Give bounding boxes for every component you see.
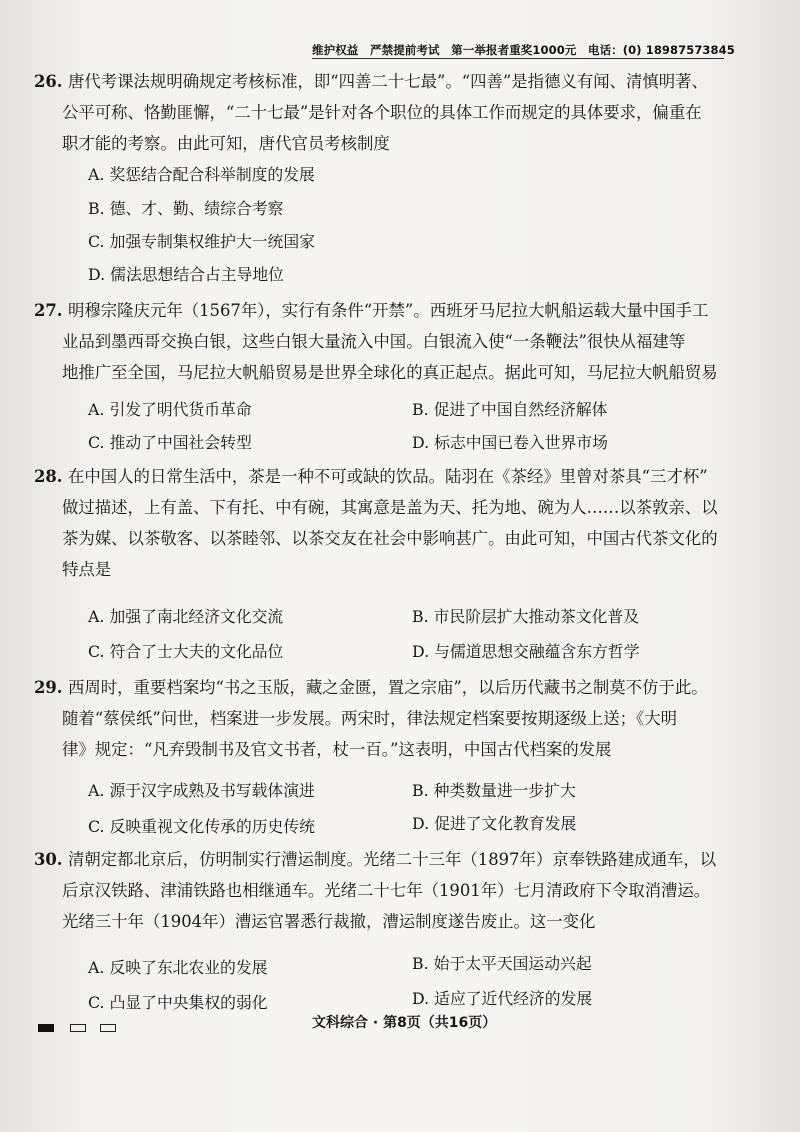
option-b: B. 种类数量进一步扩大 (412, 781, 576, 800)
question-stem (62, 461, 738, 585)
stem-line: 地推广至全国，马尼拉大帆船贸易是世界全球化的真正起点。据此可知，马尼拉大帆船贸易 (62, 363, 718, 382)
stem-line: 职才能的考察。由此可知，唐代官员考核制度 (62, 134, 390, 153)
option-b: B. 市民阶层扩大推动茶文化普及 (412, 607, 640, 626)
stem-line: 公平可称、恪勤匪懈，“二十七最”是针对各个职位的具体工作而规定的具体要求，偏重在 (62, 103, 702, 122)
option-d: D. 与儒道思想交融蕴含东方哲学 (412, 642, 640, 661)
footer-mark-box (70, 1024, 86, 1032)
stem-line: 光绪三十年（1904年）漕运官署悉行裁撤，漕运制度遂告废止。这一变化 (62, 912, 596, 931)
option-a: A. 加强了南北经济文化交流 (88, 607, 284, 626)
question-stem (62, 66, 738, 159)
option-d: D. 适应了近代经济的发展 (412, 989, 593, 1008)
option-d: D. 促进了文化教育发展 (412, 814, 577, 833)
option-c: C. 推动了中国社会转型 (88, 433, 252, 452)
stem-line: 业品到墨西哥交换白银，这些白银大量流入中国。白银流入使“一条鞭法”很快从福建等 (62, 332, 686, 351)
option-d: D. 儒法思想结合占主导地位 (88, 265, 284, 284)
stem-line: 随着“蔡侯纸”问世，档案进一步发展。两宋时，律法规定档案要按期逐级上送；《大明 (62, 709, 678, 728)
stem-line: 唐代考课法规明确规定考核标准，即“四善二十七最”。“四善”是指德义有闻、清慎明著、 (68, 72, 708, 91)
question-number: 27. (34, 301, 63, 320)
footer-mark-solid (38, 1024, 54, 1032)
stem-line: 做过描述，上有盖、下有托、中有碗，其寓意是盖为天、托为地、碗为人……以茶敦亲、以 (62, 498, 718, 517)
question-stem (62, 844, 738, 937)
header-notice: 维护权益 严禁提前考试 第一举报者重奖1000元 电话：(0) 18987573845 (312, 43, 735, 57)
stem-line: 在中国人的日常生活中，茶是一种不可或缺的饮品。陆羽在《茶经》里曾对茶具“三才杯” (68, 467, 708, 486)
stem-line: 特点是 (62, 560, 112, 579)
page-number: 文科综合 · 第8页（共16页） (312, 1015, 497, 1031)
option-d: D. 标志中国已卷入世界市场 (412, 433, 608, 452)
question-number: 29. (34, 678, 63, 697)
stem-line: 律》规定：“凡弃毁制书及官文书者，杖一百。”这表明，中国古代档案的发展 (62, 740, 612, 759)
option-a: A. 源于汉字成熟及书写载体演进 (88, 781, 315, 800)
stem-line: 西周时，重要档案均“书之玉版，藏之金匮，置之宗庙”，以后历代藏书之制莫不仿于此。 (68, 678, 708, 697)
option-c: C. 反映重视文化传承的历史传统 (88, 817, 315, 836)
option-c: C. 凸显了中央集权的弱化 (88, 993, 268, 1012)
question-stem (62, 295, 738, 388)
stem-line: 后京汉铁路、津浦铁路也相继通车。光绪二十七年（1901年）七月清政府下令取消漕运。 (62, 881, 711, 900)
option-a: A. 引发了明代货币革命 (88, 400, 252, 419)
option-b: B. 始于太平天国运动兴起 (412, 954, 592, 973)
footer-mark-box (100, 1024, 116, 1032)
option-b: B. 促进了中国自然经济解体 (412, 400, 608, 419)
stem-line: 茶为媒、以茶敬客、以茶睦邻、以茶交友在社会中影响甚广。由此可知，中国古代茶文化的 (62, 529, 718, 548)
option-a: A. 奖惩结合配合科举制度的发展 (88, 165, 315, 184)
option-c: C. 符合了士大夫的文化品位 (88, 642, 284, 661)
header-divider (312, 58, 724, 59)
question-stem (62, 672, 738, 765)
question-number: 28. (34, 467, 63, 486)
stem-line: 明穆宗隆庆元年（1567年），实行有条件“开禁”。西班牙马尼拉大帆船运载大量中国手工 (68, 301, 709, 320)
option-c: C. 加强专制集权维护大一统国家 (88, 232, 315, 251)
question-number: 30. (34, 850, 63, 869)
option-b: B. 德、才、勤、绩综合考察 (88, 199, 284, 218)
question-number: 26. (34, 72, 63, 91)
stem-line: 清朝定都北京后，仿明制实行漕运制度。光绪二十三年（1897年）京奉铁路建成通车，以 (68, 850, 717, 869)
option-a: A. 反映了东北农业的发展 (88, 958, 268, 977)
